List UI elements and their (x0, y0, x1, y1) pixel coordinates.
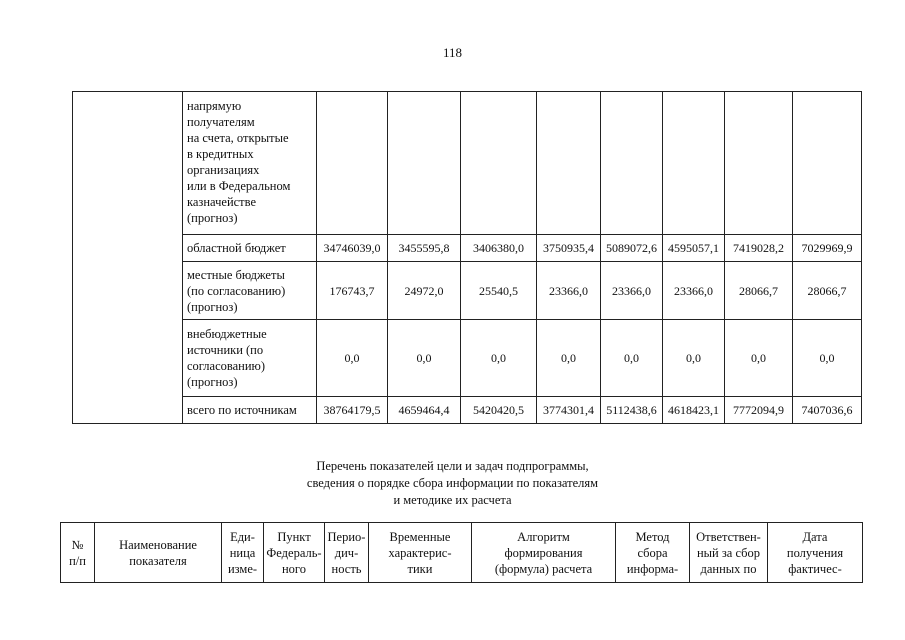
value-cell: 7419028,2 (725, 235, 793, 262)
col-header-indicator-name: Наименование показателя (95, 523, 222, 583)
empty-cell (663, 92, 725, 235)
table-row (73, 92, 862, 235)
value-cell: 0,0 (537, 320, 601, 397)
value-cell: 0,0 (601, 320, 663, 397)
row-label-direct-recipients: напрямую получателям на счета, открытые в кредитных организациях или в Федеральном казначействе (прогноз) (183, 92, 317, 235)
value-cell: 0,0 (388, 320, 461, 397)
value-cell: 28066,7 (725, 262, 793, 320)
value-cell: 24972,0 (388, 262, 461, 320)
col-header-number: № п/п (61, 523, 95, 583)
value-cell: 0,0 (317, 320, 388, 397)
value-cell: 7407036,6 (793, 397, 862, 424)
empty-cell (793, 92, 862, 235)
value-cell: 0,0 (725, 320, 793, 397)
table-row (73, 235, 862, 262)
col-header-unit: Еди- ница изме- (222, 523, 264, 583)
col-header-periodicity: Перио- дич- ность (325, 523, 369, 583)
value-cell: 3774301,4 (537, 397, 601, 424)
empty-cell (317, 92, 388, 235)
value-cell: 28066,7 (793, 262, 862, 320)
row-label-regional-budget: областной бюджет (183, 235, 317, 262)
value-cell: 34746039,0 (317, 235, 388, 262)
value-cell: 4595057,1 (663, 235, 725, 262)
section-title: Перечень показателей цели и задач подпрограммы, сведения о порядке сбора информации по показателям и методике их расчета (306, 459, 599, 507)
value-cell: 38764179,5 (317, 397, 388, 424)
col-header-time-characteristics: Временные характерис- тики (369, 523, 472, 583)
value-cell: 3750935,4 (537, 235, 601, 262)
empty-cell (725, 92, 793, 235)
col-header-collection-method: Метод сбора информа- (616, 523, 690, 583)
value-cell: 3455595,8 (388, 235, 461, 262)
value-cell: 25540,5 (461, 262, 537, 320)
col-header-responsible: Ответствен- ный за сбор данных по (690, 523, 768, 583)
row-label-extrabudgetary: внебюджетные источники (по согласованию) (прогноз) (183, 320, 317, 397)
table-row (73, 320, 862, 397)
col-header-federal-point: Пункт Федераль- ного (264, 523, 325, 583)
empty-cell (601, 92, 663, 235)
empty-cell (461, 92, 537, 235)
value-cell: 23366,0 (663, 262, 725, 320)
empty-merged-cell (73, 92, 183, 424)
value-cell: 23366,0 (537, 262, 601, 320)
table-row (73, 397, 862, 424)
funding-table (72, 91, 862, 424)
value-cell: 5089072,6 (601, 235, 663, 262)
row-label-total: всего по источникам (183, 397, 317, 424)
value-cell: 4618423,1 (663, 397, 725, 424)
value-cell: 5112438,6 (601, 397, 663, 424)
header-row (61, 523, 863, 583)
value-cell: 176743,7 (317, 262, 388, 320)
table-row (73, 262, 862, 320)
empty-cell (537, 92, 601, 235)
value-cell: 7029969,9 (793, 235, 862, 262)
empty-cell (388, 92, 461, 235)
col-header-date: Дата получения фактичес- (768, 523, 863, 583)
value-cell: 23366,0 (601, 262, 663, 320)
value-cell: 0,0 (793, 320, 862, 397)
value-cell: 4659464,4 (388, 397, 461, 424)
value-cell: 0,0 (663, 320, 725, 397)
value-cell: 7772094,9 (725, 397, 793, 424)
row-label-local-budgets: местные бюджеты (по согласованию) (прогноз) (183, 262, 317, 320)
value-cell: 5420420,5 (461, 397, 537, 424)
value-cell: 0,0 (461, 320, 537, 397)
page-number: 118 (442, 45, 463, 60)
col-header-algorithm: Алгоритм формирования (формула) расчета (472, 523, 616, 583)
value-cell: 3406380,0 (461, 235, 537, 262)
indicators-table (60, 522, 863, 583)
